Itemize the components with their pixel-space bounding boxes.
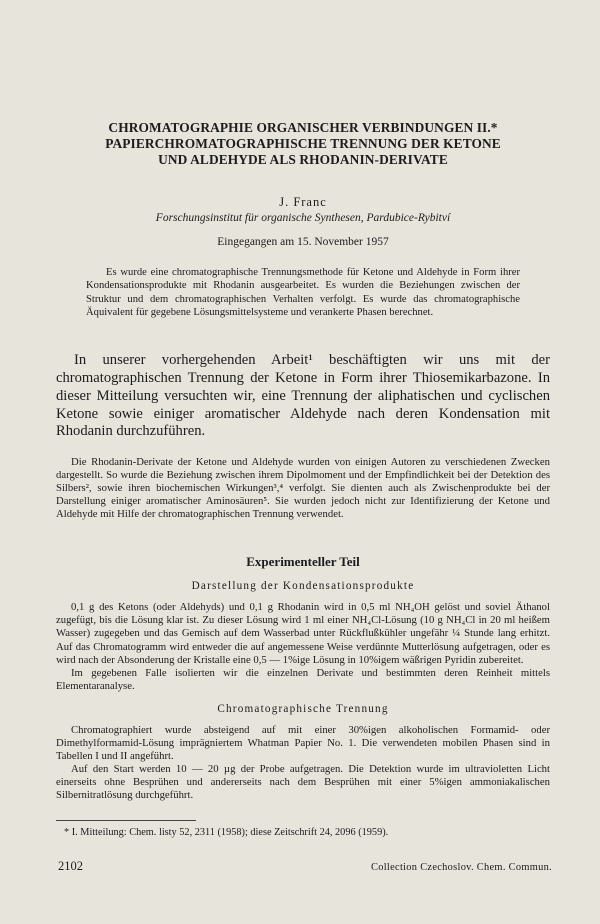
preparation-paragraph-2: Im gegebenen Falle isolierten wir die einzelnen Derivate und bestimmten deren Reinheit mittels Elementaranalyse. [56,666,550,692]
author: J. Franc [279,195,327,209]
page-number: 2102 [58,859,83,873]
intro-paragraph: Die Rhodanin-Derivate der Ketone und Aldehyde wurden von einigen Autoren zu verschiedenen Zwecken dargestellt. So wurde die Beziehung zwischen ihrem Dipolmoment und der Empfindlichkeit bei der Detektion des Silbers², sowie ihren biochemischen Wirkungen³,⁴ verfolgt. Sie dienten auch als Zwischenprodukte bei der Darstellung einiger aromatischer Aminosäuren⁵. Sie wurden jedoch nicht zur Identifizierung der Ketone und Aldehyde mit Hilfe der chromatographischen Trennung verwendet. [56,455,550,521]
preparation-paragraph-1: 0,1 g des Ketons (oder Aldehyds) und 0,1 g Rhodanin wird in 0,5 ml NH₄OH gelöst und soviel Äthanol zugefügt, bis die Lösung klar ist. Zu dieser Lösung wird 1 ml einer NH₄Cl-Lösung (10 g NH₄Cl in 20 ml heißem Wasser) zugegeben und das Gemisch auf dem Wasserbad unter Rückflußkühler ungefähr ¼ Stunde lang erhitzt. Auf das Chromatogramm wird entweder die auf angemessene Weise verdünnte Mutterlösung aufgetragen, oder es wird nach der Absonderung der Kristalle eine 0,5 — 1%ige Lösung in 10%igem wäßrigen Pyridin zubereitet. [56,601,550,666]
footnote-rule [56,820,196,821]
lead-paragraph: In unserer vorhergehenden Arbeit¹ beschäftigten wir uns mit der chromatographischen Trennung der Ketone in Form ihrer Thiosemikarbazone. In dieser Mitteilung versuchten wir, eine Trennung der aliphatischen und cyclischen Ketone sowie einiger aromatischer Aldehyde nach deren Kondensation mit Rhodanin durchzuführen. [56,352,550,440]
title-line-2: PAPIERCHROMATOGRAPHISCHE TRENNUNG DER KETONE [105,136,501,151]
footnote: * I. Mitteilung: Chem. listy 52, 2311 (1958); diese Zeitschrift 24, 2096 (1959). [64,827,389,839]
subsection-heading-separation: Chromatographische Trennung [217,702,389,715]
separation-paragraph-2: Auf den Start werden 10 — 20 µg der Probe aufgetragen. Die Detektion wurde im ultravioletten Licht einerseits ohne Besprühen und andererseits nach dem Besprühen mit einer 5%igen ammoniakalischen Silbernitratlösung durchgeführt. [56,763,550,802]
title-line-3: UND ALDEHYDE ALS RHODANIN-DERIVATE [158,152,448,167]
title-line-1: CHROMATOGRAPHIE ORGANISCHER VERBINDUNGEN II.* [108,120,498,135]
received-date: Eingegangen am 15. November 1957 [217,236,389,248]
affiliation: Forschungsinstitut für organische Synthesen, Pardubice-Rybitví [155,212,451,224]
subsection-heading-preparation: Darstellung der Kondensationsprodukte [191,580,415,593]
abstract: Es wurde eine chromatographische Trennungsmethode für Ketone und Aldehyde in Form ihrer Kondensationsprodukte mit Rhodanin ausgearbeitet. Es wurden die Beziehungen zwischen der Struktur und dem chromatographischen Verhalten verfolgt. Es wurde das chromatographische Äquivalent für gegebene Lösungsmittelsysteme und verankerte Phasen berechnet. [86,267,520,318]
section-heading: Experimenteller Teil [246,554,360,570]
article-title [56,120,550,168]
journal-name: Collection Czechoslov. Chem. Commun. [371,862,552,873]
separation-paragraph-1: Chromatographiert wurde absteigend auf mit einer 30%igen alkoholischen Formamid- oder Dimethylformamid-Lösung imprägniertem Whatman Papier No. 1. Die verwendeten mobilen Phasen sind in Tabellen I und II angeführt. [56,723,550,763]
